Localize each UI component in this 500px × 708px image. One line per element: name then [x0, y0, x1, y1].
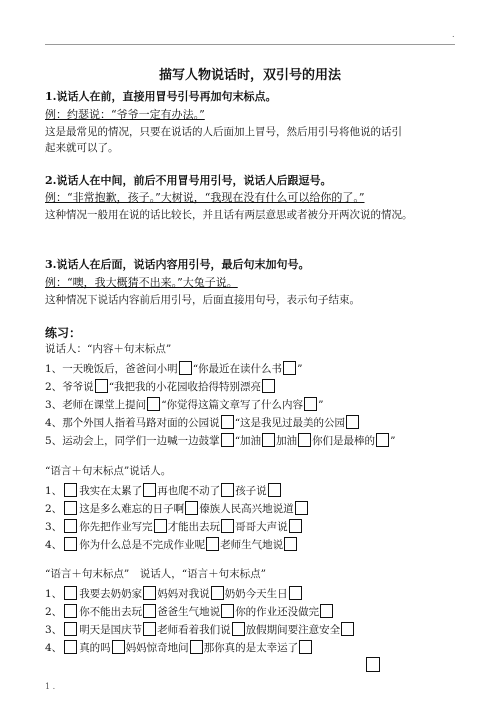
rule-2-example: 例：“非常抱歉，孩子。”大树说，“我现在没有什么可以给你的了。”: [45, 191, 365, 204]
answer-box[interactable]: [289, 586, 302, 600]
answer-box[interactable]: [320, 604, 333, 618]
answer-box[interactable]: [262, 379, 275, 393]
answer-box[interactable]: [206, 537, 219, 551]
answer-box[interactable]: [284, 537, 297, 551]
answer-box[interactable]: [295, 501, 308, 515]
exercise-line: 5、运动会上，同学们一边喊一边鼓掌 “加油 加油 你们是最棒的 ”: [45, 435, 396, 447]
answer-box[interactable]: [298, 433, 311, 447]
answer-box[interactable]: [221, 415, 234, 429]
answer-box[interactable]: [232, 622, 245, 636]
exercise-line: 4、 真的吗 妈妈惊奇地问 那你真的是太幸运了: [45, 637, 313, 655]
answer-box[interactable]: [283, 361, 296, 375]
exercise-line: 4、那个外国人指着马路对面的公园说 “这是我见过最美的公园: [45, 412, 360, 430]
rule-1-example: 例：约瑟说：“爷爷一定有办法。”: [45, 108, 205, 121]
rule-1-heading: 1.说话人在前，直接用冒号引号再加句末标点。: [45, 90, 277, 103]
answer-box[interactable]: [185, 501, 198, 515]
answer-box[interactable]: [143, 604, 156, 618]
answer-box[interactable]: [221, 483, 234, 497]
exercise-number: 3、: [45, 521, 63, 533]
exercise-line: 3、老师在课堂上提问 “你觉得这篇文章写了什么内容 ”: [45, 399, 324, 411]
answer-box[interactable]: [376, 433, 389, 447]
answer-box[interactable]: [190, 640, 203, 654]
answer-box[interactable]: [221, 519, 234, 533]
practice-group-1-label: 说话人：“内容＋句末标点”: [45, 343, 172, 355]
exercise-number: 2、: [45, 381, 63, 393]
exercise-number: 1、: [45, 485, 63, 497]
exercise-line: 2、爷爷说 “我把我的小花园收拾得特别漂亮: [45, 376, 276, 394]
answer-box[interactable]: [64, 537, 77, 551]
rule-3-heading: 3.说话人在后面，说话内容用引号，最后句末加句号。: [45, 258, 310, 271]
exercise-line: 1、一天晚饭后，爸爸问小明 “你最近在读什么书 ”: [45, 363, 303, 375]
exercise-line: 4、 你为什么总是不完成作业呢 老师生气地说: [45, 534, 298, 552]
exercise-line: 2、 你不能出去玩 爸爸生气地说 你的作业还没做完: [45, 601, 334, 619]
answer-box[interactable]: [64, 501, 77, 515]
answer-box[interactable]: [299, 640, 312, 654]
answer-box[interactable]: [143, 586, 156, 600]
exercise-number: 4、: [45, 539, 63, 551]
answer-box[interactable]: [112, 640, 125, 654]
exercise-line: 3、 你先把作业写完 才能出去玩 哥哥大声说: [45, 516, 303, 534]
answer-box[interactable]: [143, 483, 156, 497]
answer-box[interactable]: [341, 622, 354, 636]
rule-2-desc: 这种情况一般用在说的话比较长，并且话有两层意思或者被分开两次说的情况。: [45, 209, 413, 221]
page-title: 描写人物说话时，双引号的用法: [158, 68, 341, 83]
exercise-line: 1、 我要去奶奶家 妈妈对我说 奶奶今天生日: [45, 583, 303, 601]
answer-box[interactable]: [262, 433, 275, 447]
answer-box[interactable]: [64, 586, 77, 600]
answer-box[interactable]: [64, 483, 77, 497]
exercise-number: 5、: [45, 435, 63, 447]
answer-box[interactable]: [346, 415, 359, 429]
answer-box[interactable]: [304, 397, 317, 411]
answer-box[interactable]: [64, 622, 77, 636]
exercise-number: 3、: [45, 624, 63, 636]
exercise-line: 1、 我实在太累了 再也爬不动了 孩子说: [45, 480, 282, 498]
exercise-number: 1、: [45, 588, 63, 600]
exercise-number: 2、: [45, 503, 63, 515]
answer-box[interactable]: [289, 519, 302, 533]
answer-box[interactable]: [154, 519, 167, 533]
practice-heading: 练习：: [45, 326, 82, 340]
rule-2-heading: 2.说话人在中间，前后不用冒号用引号，说话人后跟逗号。: [45, 174, 332, 187]
rule-3-desc: 这种情况下说话内容前后用引号，后面直接用句号，表示句子结束。: [45, 294, 360, 306]
header-rule: [45, 44, 455, 45]
rule-3-example: 例：“噢，我大概猜不出来。”大兔子说。: [45, 276, 238, 289]
answer-box[interactable]: [95, 379, 108, 393]
exercise-line: 2、 这是多么难忘的日子啊 傣族人民高兴地说道: [45, 498, 309, 516]
answer-box[interactable]: [147, 397, 160, 411]
answer-box[interactable]: [64, 604, 77, 618]
answer-box[interactable]: [64, 640, 77, 654]
practice-group-2-label: “语言＋句末标点”说话人。: [45, 465, 172, 477]
exercise-number: 2、: [45, 606, 63, 618]
exercise-number: 1、: [45, 363, 63, 375]
answer-box[interactable]: [268, 483, 281, 497]
answer-box[interactable]: [211, 586, 224, 600]
rule-1-desc-line1: 这是最常见的情况，只要在说话的人后面加上冒号，然后用引号将他说的话引: [45, 126, 402, 138]
rule-1-desc-line2: 起来就可以了。: [45, 142, 119, 154]
exercise-number: 4、: [45, 642, 63, 654]
footer-mark: 1 .: [45, 682, 56, 691]
corner-mark: .: [452, 30, 455, 39]
answer-box[interactable]: [221, 433, 234, 447]
exercise-line: 3、 明天是国庆节 老师看着我们说 放假期间要注意安全: [45, 619, 355, 637]
answer-box[interactable]: [366, 657, 380, 672]
answer-box[interactable]: [64, 519, 77, 533]
exercise-number: 3、: [45, 399, 63, 411]
answer-box[interactable]: [221, 604, 234, 618]
practice-group-3-label: “语言＋句末标点” 说话人，“语言＋句末标点”: [45, 568, 266, 580]
exercise-number: 4、: [45, 417, 63, 429]
answer-box[interactable]: [179, 361, 192, 375]
answer-box[interactable]: [143, 622, 156, 636]
